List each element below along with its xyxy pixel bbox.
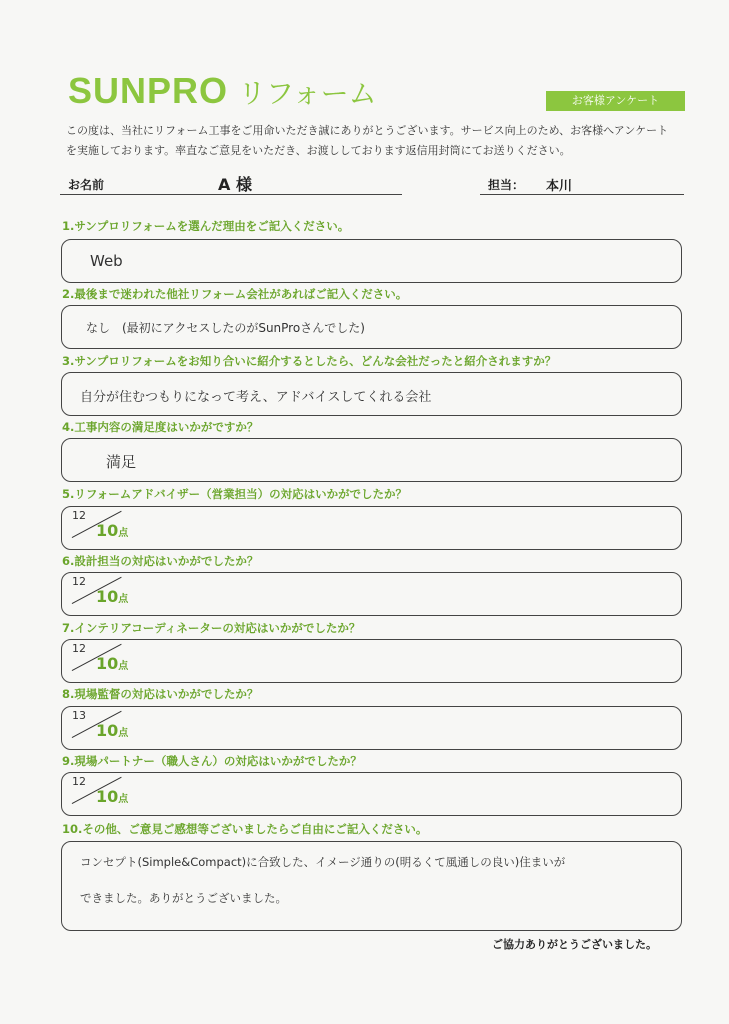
question-9-label: 9.現場パートナー（職人さん）の対応はいかがでしたか？	[62, 754, 362, 768]
customer-name-field	[60, 172, 402, 195]
question-3-answer: 自分が住むつもりになって考え、アドバイスしてくれる会社	[80, 390, 432, 405]
question-8-unit: 点	[118, 728, 129, 739]
question-3-answer-box	[61, 372, 682, 416]
question-5-score-box	[61, 506, 682, 550]
question-3-label: 3.サンプロリフォームをお知り合いに紹介するとしたら、どんな会社だったと紹介されますか？	[62, 354, 557, 368]
intro-line-2: を実施しております。率直なご意見をいただき、お渡ししております返信用封筒にてお送りください。	[66, 144, 571, 157]
question-8-score-box	[61, 706, 682, 750]
question-7-score: 12	[72, 642, 86, 655]
question-10-label: 10.その他、ご意見ご感想等ございましたらご自由にご記入ください。	[62, 822, 428, 836]
question-10-answer-line-1: コンセプト(Simple&Compact)に合致した、イメージ通りの(明るくて風通しの良い)住まいが	[80, 855, 566, 869]
question-5-max-score	[96, 521, 128, 540]
question-7-max-value: 10	[96, 654, 119, 673]
question-6-max-score	[96, 587, 128, 606]
question-5-max-value: 10	[96, 521, 119, 540]
question-6-label: 6.設計担当の対応はいかがでしたか？	[62, 554, 259, 568]
question-7-unit: 点	[118, 661, 129, 672]
question-6-score-box	[61, 572, 682, 616]
staff-value: 本川	[546, 179, 573, 194]
question-9-max-score	[96, 787, 128, 806]
question-5-unit: 点	[118, 528, 129, 539]
question-2-answer-box	[61, 305, 682, 349]
thank-you-footer: ご協力ありがとうございました。	[492, 938, 657, 951]
question-1-answer-box	[61, 239, 682, 283]
logo-brand: SUNPRO	[68, 70, 229, 111]
question-10-answer-line-2: できました。ありがとうございました。	[80, 891, 287, 905]
sunpro-logo	[68, 70, 377, 112]
intro-text	[66, 121, 696, 161]
question-5-label: 5.リフォームアドバイザー（営業担当）の対応はいかがでしたか？	[62, 487, 408, 501]
question-10-answer-box	[61, 841, 682, 931]
question-9-max-value: 10	[96, 787, 119, 806]
staff-label: 担当：	[488, 178, 525, 192]
question-7-max-score	[96, 654, 128, 673]
question-8-label: 8.現場監督の対応はいかがでしたか？	[62, 687, 259, 701]
staff-field	[480, 172, 684, 195]
logo-subtitle: リフォーム	[238, 77, 377, 110]
question-6-max-value: 10	[96, 587, 119, 606]
question-7-label: 7.インテリアコーディネーターの対応はいかがでしたか？	[62, 621, 361, 635]
question-2-label: 2.最後まで迷われた他社リフォーム会社があればご記入ください。	[62, 287, 408, 301]
name-value: A 様	[218, 175, 252, 194]
question-2-answer: なし (最初にアクセスしたのがSunProさんでした)	[86, 321, 365, 335]
question-8-max-value: 10	[96, 721, 119, 740]
name-label: お名前	[68, 178, 105, 192]
intro-line-1: この度は、当社にリフォーム工事をご用命いただき誠にありがとうございます。サービス向上のため、お客様へアンケート	[66, 124, 669, 137]
question-8-max-score	[96, 721, 128, 740]
question-6-unit: 点	[118, 594, 129, 605]
question-4-answer-box	[61, 438, 682, 482]
question-6-score: 12	[72, 575, 86, 588]
question-9-score-box	[61, 772, 682, 816]
question-7-score-box	[61, 639, 682, 683]
question-9-unit: 点	[118, 794, 129, 805]
survey-badge: お客様アンケート	[546, 91, 685, 111]
question-5-score: 12	[72, 509, 86, 522]
question-4-answer: 満足	[106, 453, 137, 471]
question-1-label: 1.サンプロリフォームを選んだ理由をご記入ください。	[62, 219, 350, 233]
question-8-score: 13	[72, 709, 86, 722]
question-4-label: 4.工事内容の満足度はいかがですか？	[62, 420, 259, 434]
question-1-answer: Web	[90, 252, 123, 270]
question-9-score: 12	[72, 775, 86, 788]
